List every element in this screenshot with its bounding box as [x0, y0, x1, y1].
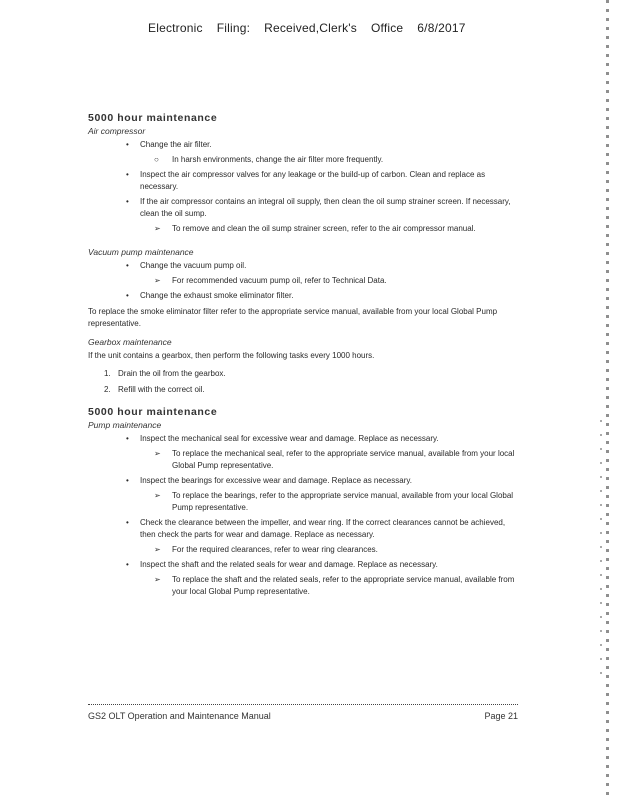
bullet-icon: •	[126, 170, 129, 179]
list-item: • Inspect the air compressor valves for any leakage or the build-up of carbon. Clean and replace as necessary.	[126, 170, 486, 191]
list-item: • Inspect the bearings for excessive wear and damage. Replace as necessary.	[126, 476, 412, 485]
bullet-icon: •	[126, 476, 129, 485]
bullet-icon: •	[126, 291, 129, 300]
arrow-bullet-icon: ➢	[154, 276, 161, 285]
arrow-bullet-icon: ➢	[154, 545, 161, 554]
sub-list-item: ➢ To replace the bearings, refer to the appropriate service manual, available from your local Global Pump representative.	[154, 491, 514, 512]
numbered-step: 2. Refill with the correct oil.	[104, 385, 205, 394]
header-text: Filing:	[216, 21, 251, 35]
paragraph: If the unit contains a gearbox, then perform the following tasks every 1000 hours.	[88, 351, 375, 360]
header-date: 6/8/2017	[417, 21, 466, 35]
sub-list-item: ➢ To replace the mechanical seal, refer to the appropriate service manual, available from your local Global Pump representative.	[154, 449, 515, 470]
list-item: • Check the clearance between the impeller, and wear ring. If the correct clearances cannot be achieved, then check the parts for wear and damage. Replace as necessary.	[126, 518, 506, 539]
bullet-icon: •	[126, 261, 129, 270]
section-title: 5000 hour maintenance	[88, 112, 218, 124]
arrow-bullet-icon: ➢	[154, 491, 161, 500]
subsection-heading: Vacuum pump maintenance	[88, 247, 194, 257]
footer-page-number: Page 21	[484, 711, 518, 721]
numbered-step: 1. Drain the oil from the gearbox.	[104, 369, 226, 378]
list-item: • Change the exhaust smoke eliminator filter.	[126, 291, 294, 300]
footer-manual-title: GS2 OLT Operation and Maintenance Manual	[88, 711, 271, 721]
document-body	[88, 112, 518, 601]
sub-list-item: ➢ For the required clearances, refer to wear ring clearances.	[154, 545, 378, 554]
subsection-heading: Air compressor	[88, 126, 146, 136]
bullet-icon: •	[126, 140, 129, 149]
header-text: Electronic	[148, 21, 203, 35]
circle-bullet-icon: ○	[154, 155, 159, 164]
bullet-icon: •	[126, 560, 129, 569]
list-item: • Inspect the shaft and the related seals for wear and damage. Replace as necessary.	[126, 560, 438, 569]
header-text: Office	[370, 21, 404, 35]
sub-list-item: ➢ To remove and clean the oil sump strainer screen, refer to the air compressor manual.	[154, 224, 476, 233]
list-item: • Change the vacuum pump oil.	[126, 261, 247, 270]
paragraph: To replace the smoke eliminator filter refer to the appropriate service manual, available from your local Global Pump representative.	[88, 307, 498, 328]
filing-stamp-header	[148, 21, 480, 35]
bullet-icon: •	[126, 518, 129, 527]
arrow-bullet-icon: ➢	[154, 575, 161, 584]
sub-list-item: ➢ For recommended vacuum pump oil, refer to Technical Data.	[154, 276, 387, 285]
page-footer	[88, 711, 518, 721]
scan-edge-artifact	[600, 420, 602, 680]
bullet-icon: •	[126, 197, 129, 206]
subsection-heading: Pump maintenance	[88, 420, 162, 430]
bullet-icon: •	[126, 434, 129, 443]
list-item: • Inspect the mechanical seal for excessive wear and damage. Replace as necessary.	[126, 434, 439, 443]
sub-list-item: ○ In harsh environments, change the air filter more frequently.	[154, 155, 384, 164]
scan-edge-artifact	[606, 0, 609, 800]
list-item: • Change the air filter.	[126, 140, 212, 149]
sub-list-item: ➢ To replace the shaft and the related seals, refer to the appropriate service manual, available from your local Global Pump representative.	[154, 575, 515, 596]
arrow-bullet-icon: ➢	[154, 224, 161, 233]
subsection-heading: Gearbox maintenance	[88, 337, 172, 347]
list-item: • If the air compressor contains an integral oil supply, then clean the oil sump strainer screen. If necessary, clean the oil sump.	[126, 197, 511, 218]
arrow-bullet-icon: ➢	[154, 449, 161, 458]
section-title: 5000 hour maintenance	[88, 406, 218, 418]
footer-divider	[88, 704, 518, 705]
header-text: Received,Clerk's	[264, 21, 357, 35]
